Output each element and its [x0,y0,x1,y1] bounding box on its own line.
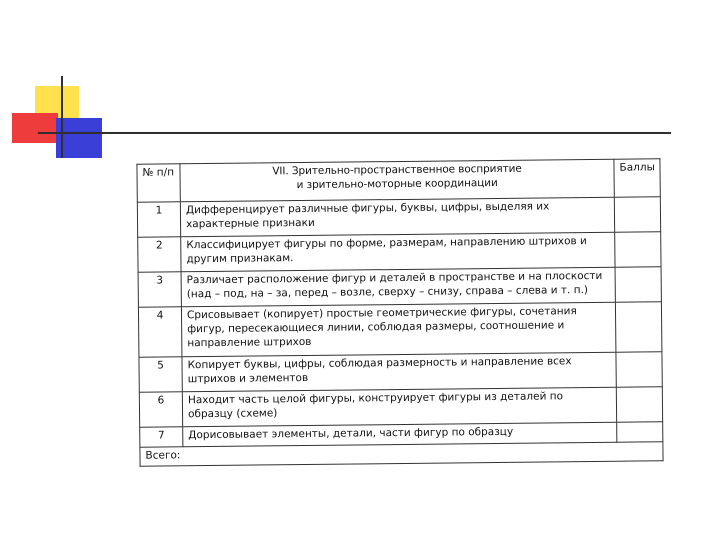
header-title-line-1: VII. Зрительно-пространственное восприятие [272,162,522,178]
table-row [138,302,661,357]
row-criterion: Дорисовывает элементы, детали, части фигур по образцу [183,422,617,447]
row-score-cell [616,387,662,422]
total-label: Всего: [140,442,663,466]
decor-red-square [12,113,58,143]
row-score-cell [616,352,662,387]
scanned-table-image [136,158,663,466]
header-title-line-2: и зрительно-моторные координации [296,176,498,191]
table-body [137,197,663,448]
row-criterion: Находит часть целой фигуры, конструирует фигуры из деталей по образцу (схеме) [182,387,616,427]
table-row [138,267,661,307]
row-criterion: Копирует буквы, цифры, соблюдая размерность и направление всех штрихов и элементов [182,352,616,392]
row-criterion: Дифференцирует различные фигуры, буквы, цифры, выделяя их характерные признаки [180,197,614,237]
row-score-cell [615,302,662,352]
table-row [139,352,662,392]
row-number: 4 [138,307,182,357]
row-criterion: Срисовывает (копирует) простые геометрические фигуры, сочетания фигур, пересекающиеся линии, соблюдая размеры, соотношение и направление штрихов [181,302,615,356]
header-number: № п/п [137,164,180,202]
row-score-cell [615,267,661,302]
row-criterion: Классифицирует фигуры по форме, размерам, направлению штрихов и другим признакам. [181,232,615,272]
row-score-cell [615,232,661,267]
row-number: 6 [139,392,182,427]
row-number: 2 [138,237,181,272]
assessment-table [136,158,663,466]
decor-vertical-rule [61,76,63,158]
row-number: 5 [139,357,182,392]
row-number: 3 [138,272,181,307]
decor-horizontal-rule [38,132,671,134]
table-row [138,232,661,272]
row-score-cell [617,422,663,443]
header-section-title [180,159,614,202]
table-row [139,387,662,427]
row-number: 1 [137,202,180,237]
header-score: Баллы [614,159,660,197]
table-header-row [137,159,660,202]
row-criterion: Различает расположение фигур и деталей в пространстве и на плоскости (над – под, на – за, перед – возле, сверху – снизу, справа – слева и т. п.) [181,267,615,307]
table-row [137,197,660,237]
row-score-cell [614,197,660,232]
row-number: 7 [140,427,183,448]
